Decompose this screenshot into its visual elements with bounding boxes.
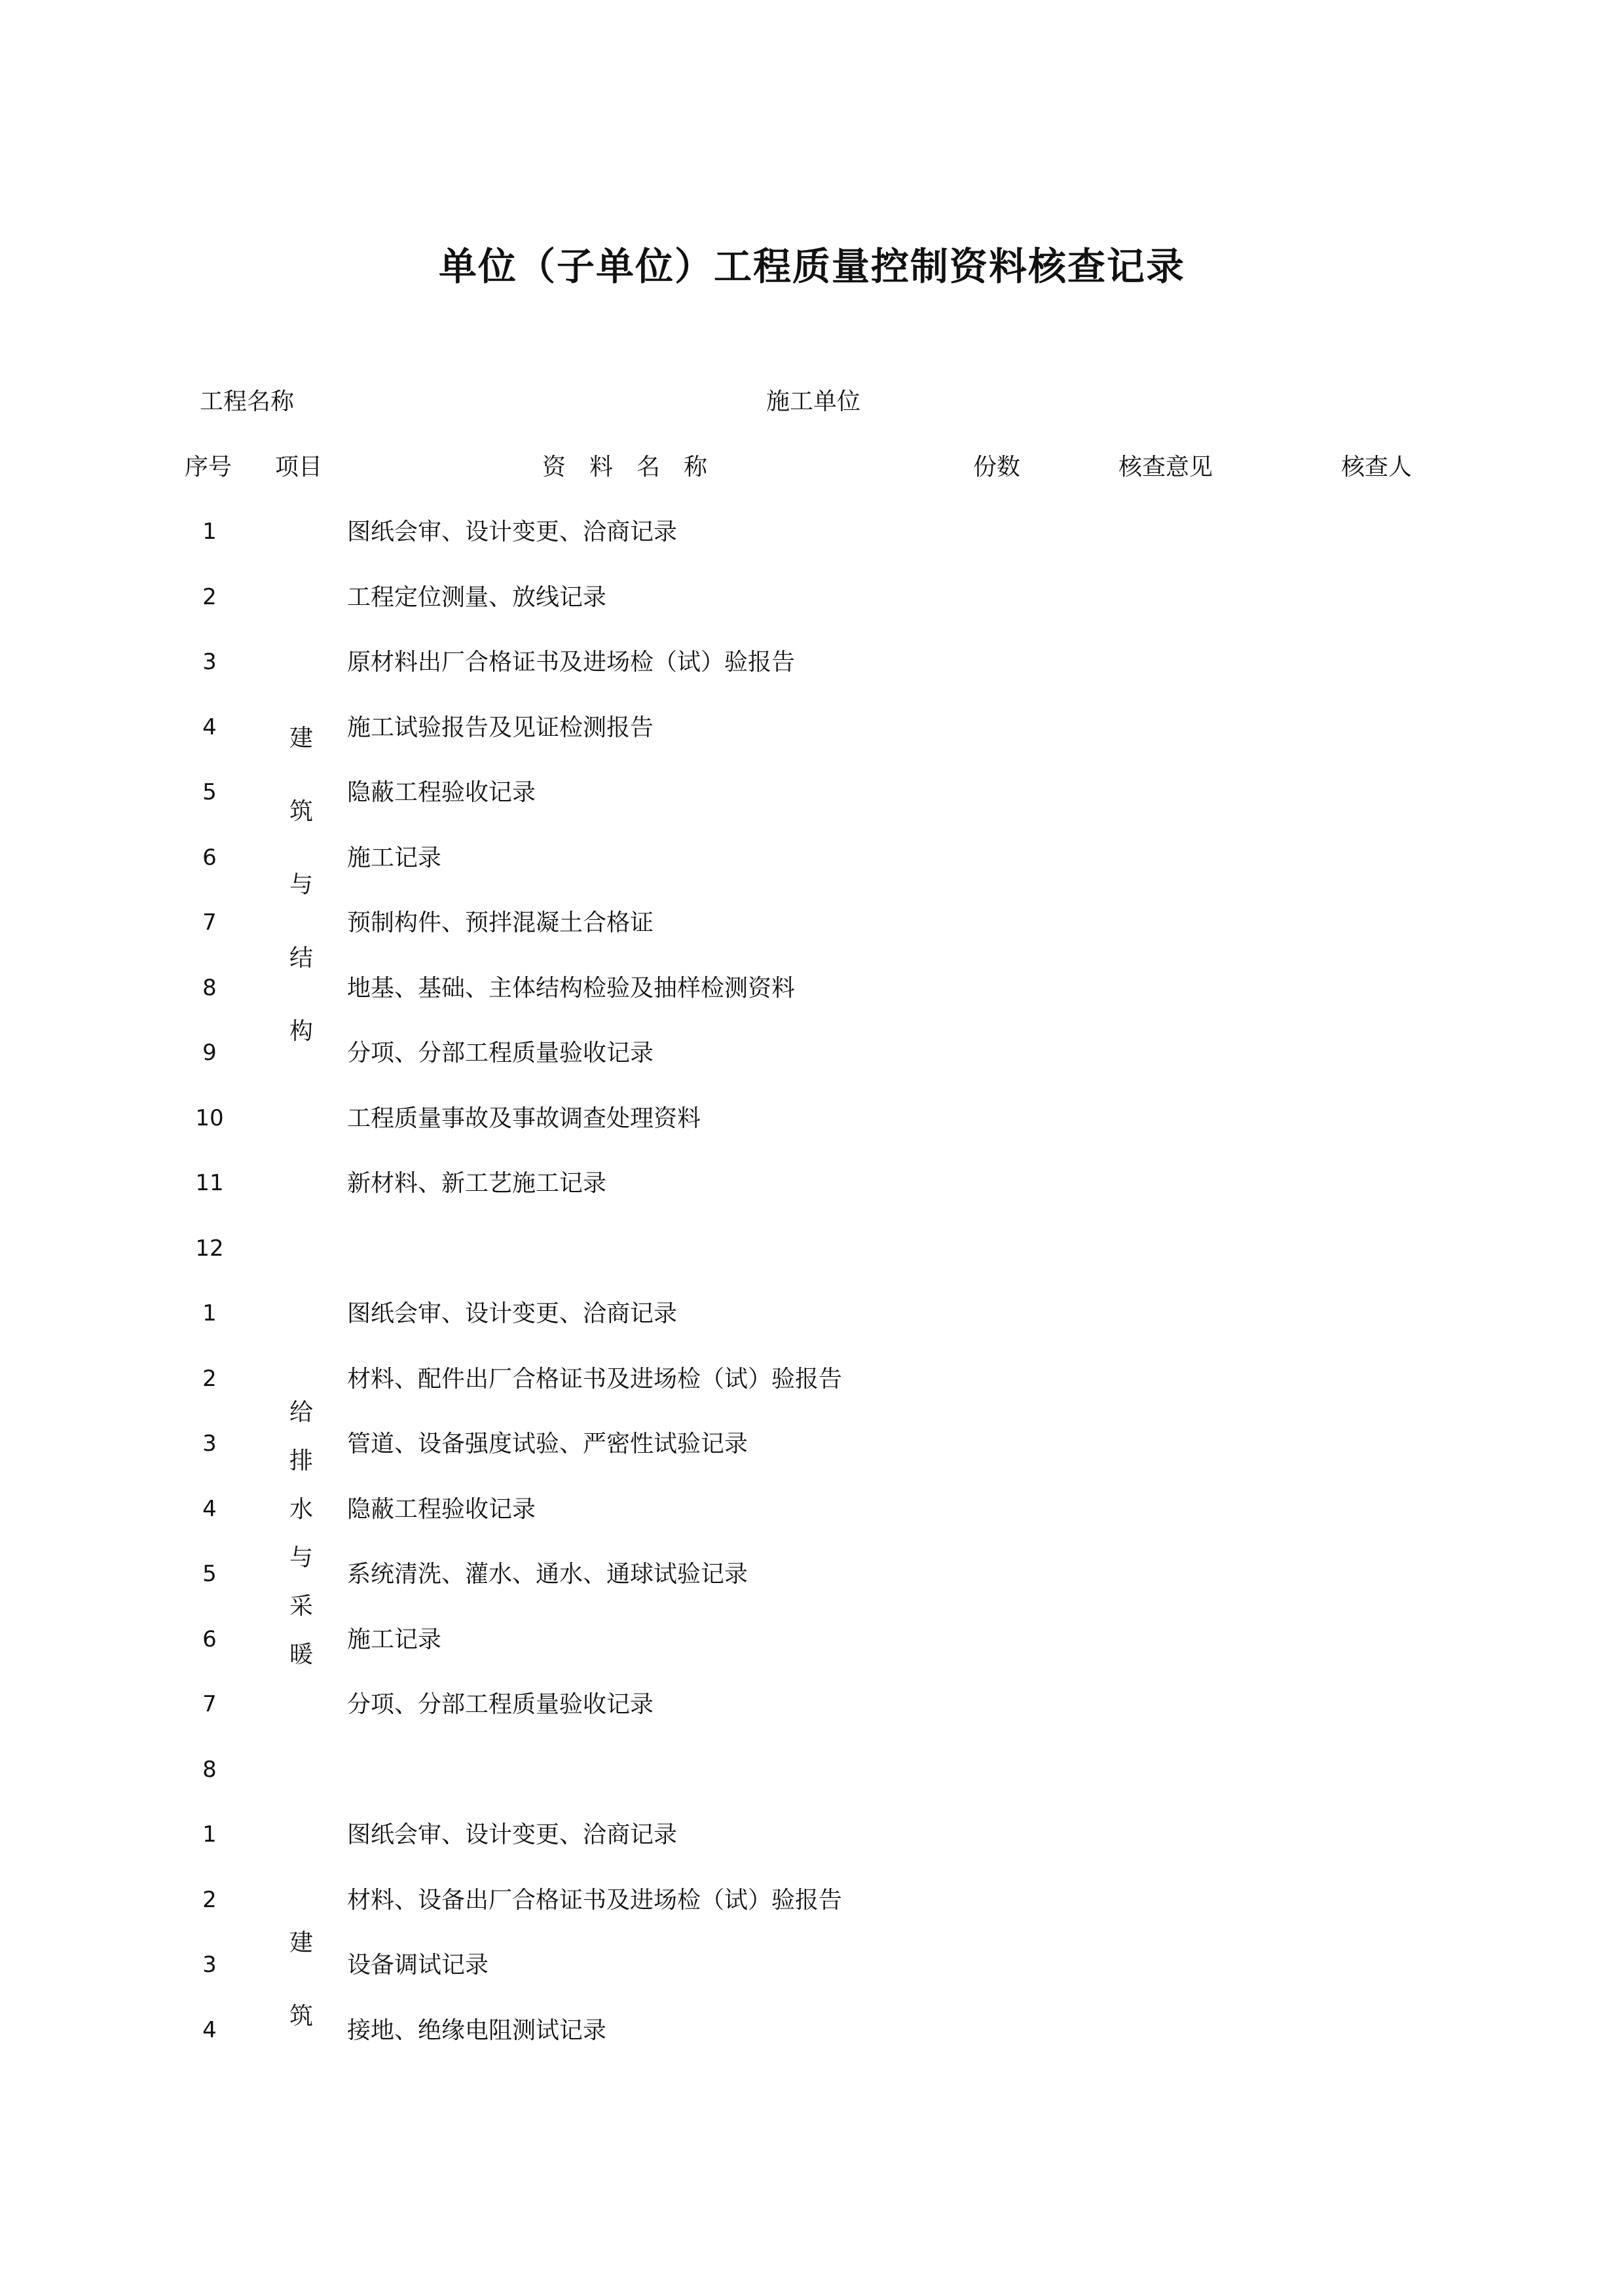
row-material-name: 工程质量事故及事故调查处理资料	[347, 1104, 701, 1132]
row-seq: 10	[195, 1104, 224, 1131]
row-material-name: 材料、配件出厂合格证书及进场检（试）验报告	[347, 1365, 843, 1393]
row-seq: 6	[202, 844, 217, 871]
row-material-name: 原材料出厂合格证书及进场检（试）验报告	[347, 649, 796, 676]
row-material-name: 施工记录	[347, 1626, 442, 1653]
header-copies: 份数	[973, 454, 1021, 481]
construction-unit-label: 施工单位	[766, 388, 861, 415]
row-seq: 2	[202, 583, 217, 610]
category-char: 结	[289, 945, 313, 972]
category-char: 暖	[289, 1641, 313, 1668]
category-char: 给	[289, 1399, 313, 1426]
row-seq: 2	[202, 1365, 217, 1392]
row-material-name: 新材料、新工艺施工记录	[347, 1170, 607, 1197]
row-material-name: 接地、绝缘电阻测试记录	[347, 2016, 607, 2044]
row-seq: 1	[202, 1821, 217, 1848]
row-seq: 7	[202, 1691, 217, 1717]
row-material-name: 预制构件、预拌混凝土合格证	[347, 909, 654, 936]
row-material-name: 分项、分部工程质量验收记录	[347, 1040, 654, 1066]
row-material-name: 隐蔽工程验收记录	[347, 779, 536, 806]
row-material-name: 分项、分部工程质量验收记录	[347, 1691, 654, 1718]
category-char: 筑	[289, 2003, 313, 2030]
row-material-name: 施工记录	[347, 844, 442, 871]
row-material-name: 管道、设备强度试验、严密性试验记录	[347, 1430, 748, 1457]
row-seq: 3	[202, 1952, 217, 1978]
row-seq: 4	[202, 2016, 217, 2043]
category-char: 水	[289, 1496, 313, 1523]
row-material-name: 地基、基础、主体结构检验及抽样检测资料	[347, 974, 796, 1002]
row-seq: 3	[202, 649, 217, 675]
row-seq: 4	[202, 714, 217, 740]
row-material-name: 图纸会审、设计变更、洽商记录	[347, 1300, 678, 1327]
row-material-name: 隐蔽工程验收记录	[347, 1495, 536, 1523]
row-material-name: 材料、设备出厂合格证书及进场检（试）验报告	[347, 1886, 843, 1914]
page-title: 单位（子单位）工程质量控制资料核查记录	[438, 244, 1185, 289]
row-seq: 8	[202, 1756, 217, 1783]
header-opinion: 核查意见	[1118, 454, 1213, 481]
row-seq: 2	[202, 1886, 217, 1913]
header-reviewer: 核查人	[1341, 454, 1412, 481]
category-char: 建	[289, 725, 313, 752]
row-seq: 6	[202, 1626, 217, 1652]
row-seq: 3	[202, 1430, 217, 1457]
header-seq: 序号	[185, 454, 232, 481]
project-name-label: 工程名称	[200, 388, 295, 415]
header-category: 项目	[275, 454, 323, 481]
category-char: 采	[289, 1593, 313, 1620]
row-seq: 11	[195, 1170, 224, 1196]
category-char: 与	[289, 1544, 313, 1571]
row-seq: 7	[202, 909, 217, 936]
header-material-name: 资 料 名 称	[542, 454, 708, 481]
row-seq: 1	[202, 519, 217, 545]
row-seq: 4	[202, 1495, 217, 1522]
row-seq: 5	[202, 1561, 217, 1587]
category-char: 建	[289, 1929, 313, 1956]
row-material-name: 施工试验报告及见证检测报告	[347, 714, 654, 741]
row-material-name: 设备调试记录	[347, 1952, 489, 1978]
row-seq: 5	[202, 779, 217, 805]
category-char: 与	[289, 871, 313, 898]
category-char: 筑	[289, 798, 313, 825]
row-material-name: 图纸会审、设计变更、洽商记录	[347, 1821, 678, 1848]
category-char: 构	[289, 1018, 313, 1045]
row-material-name: 工程定位测量、放线记录	[347, 583, 607, 611]
row-seq: 8	[202, 974, 217, 1001]
row-seq: 9	[202, 1040, 217, 1066]
row-seq: 1	[202, 1300, 217, 1326]
category-char: 排	[289, 1448, 313, 1474]
row-seq: 12	[195, 1235, 224, 1262]
row-material-name: 图纸会审、设计变更、洽商记录	[347, 519, 678, 545]
row-material-name: 系统清洗、灌水、通水、通球试验记录	[347, 1561, 748, 1588]
